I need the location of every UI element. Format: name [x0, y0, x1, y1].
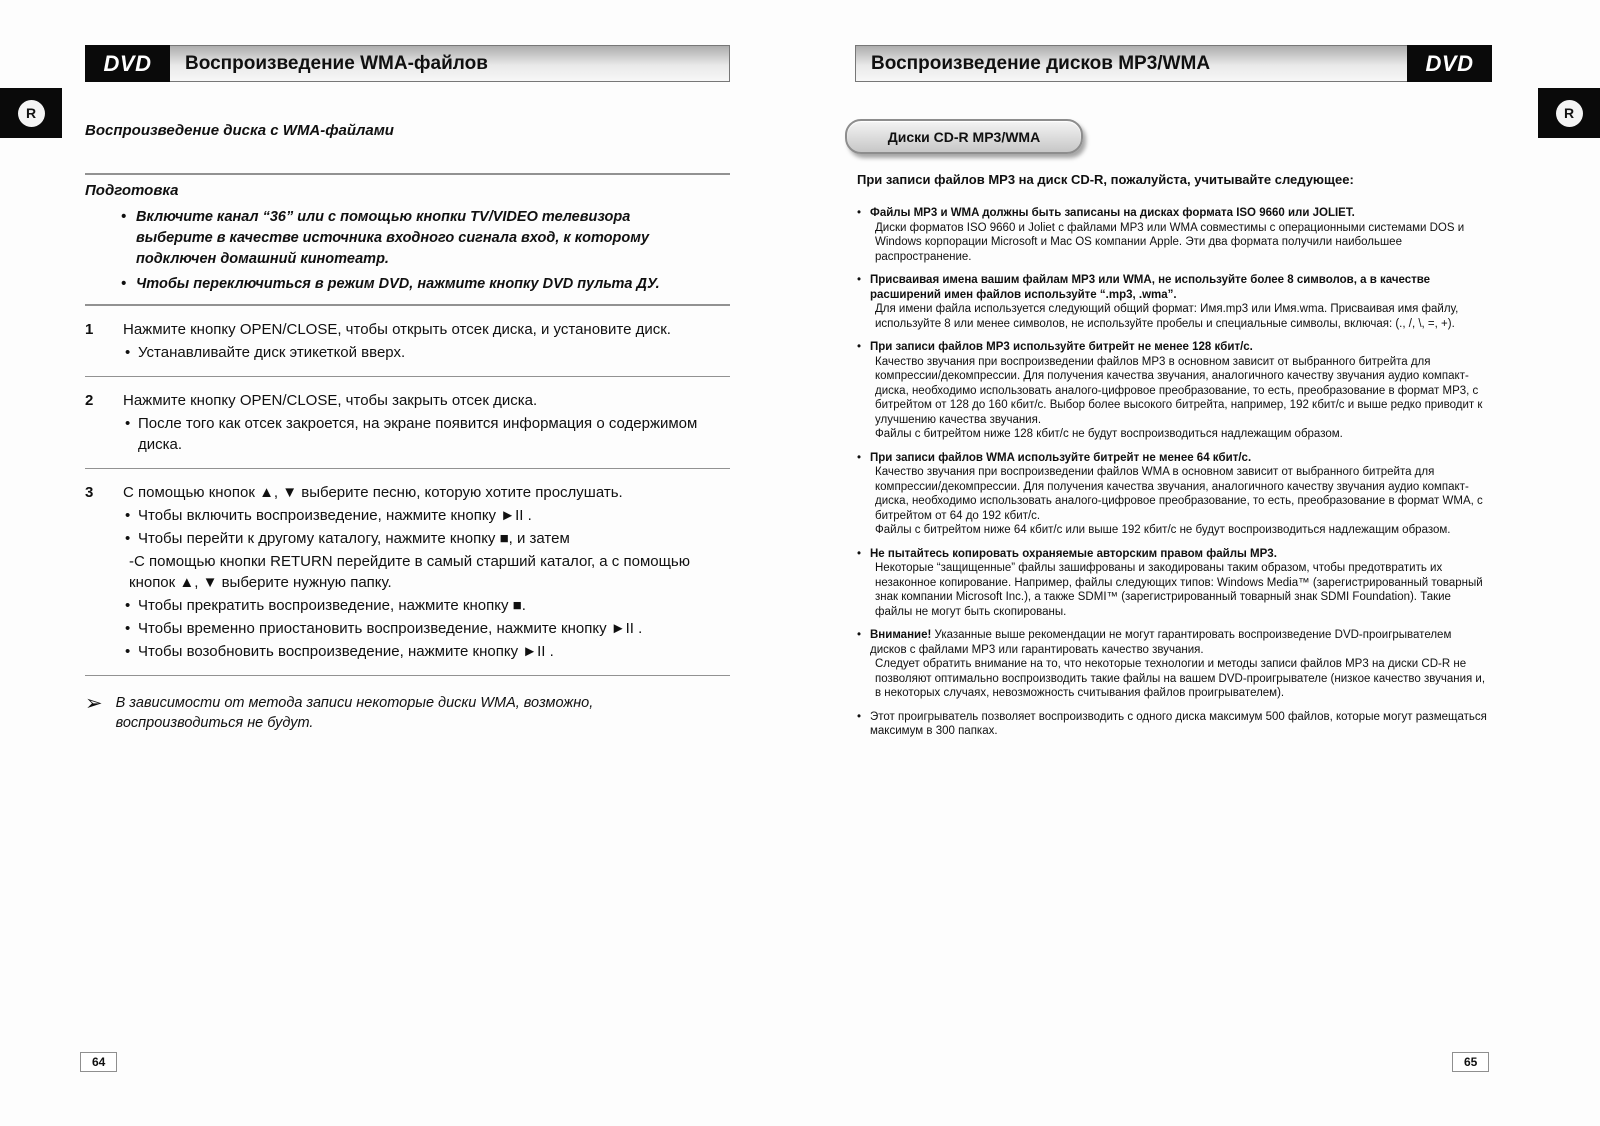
prep-list: [121, 207, 730, 295]
bullet-item: [857, 710, 1490, 739]
bullet-body: Следует обратить внимание на то, что некоторые технологии и методы записи файлов MP3 на диски CD-R не позволяют оптимально воспроизводить такие файлы на вашем DVD-проигрывателе (низкое качество звучания и, в некоторых случаях, невозможность считывания файлов проигрывателем).: [875, 658, 1486, 699]
bullet-item: [857, 628, 1490, 701]
step-body: [123, 319, 730, 363]
bullet-body: Качество звучания при воспроизведении файлов MP3 в основном зависит от выбранного битрейта для компрессии/декомпрессии. Для получения качества звучания, аналогичного качеству звучания аудио компакт-диска, необходимо использовать аналого-цифровое преобразование, то есть, преобразование в формат MP3, с битрейтом от 128 до 160 кбит/с. Выбор более высокого битрейта, например, 192 кбит/с и выше редко приводит к улучшению качества звучания.: [875, 355, 1483, 426]
right-page-title: Воспроизведение дисков MP3/WMA: [855, 45, 1407, 82]
step-body: [123, 482, 730, 662]
bullet-item: [857, 451, 1490, 538]
step-2: [85, 390, 730, 455]
region-r-icon: R: [18, 100, 45, 127]
step-sub: -С помощью кнопки RETURN перейдите в самый старший каталог, а с помощью кнопок ▲, ▼ выберите нужную папку.: [129, 553, 690, 591]
page-number-right: 65: [1452, 1052, 1489, 1072]
divider: [85, 173, 730, 175]
region-tab-right: [1538, 88, 1600, 138]
bullet-body: Диски форматов ISO 9660 и Joliet с файлами MP3 или WMA совместимы с операционными системами DOS и Windows корпорации Microsoft и Mac OS компании Apple. Эти два формата получили наибольшее распространение.: [875, 221, 1465, 263]
step-sub: • Устанавливайте диск этикеткой вверх.: [123, 342, 730, 363]
prep-title: Подготовка: [85, 182, 179, 199]
step-text: Нажмите кнопку OPEN/CLOSE, чтобы открыть отсек диска, и установите диск.: [123, 321, 671, 338]
region-r-icon: R: [1556, 100, 1583, 127]
note: [85, 693, 730, 733]
step-number: 2: [85, 392, 94, 409]
step-sub: • Чтобы возобновить воспроизведение, нажмите кнопку ►II .: [123, 641, 730, 662]
bullet-head-normal: Этот проигрыватель позволяет воспроизводить с одного диска максимум 500 файлов, которые могут размещаться максимум в 300 папках.: [870, 710, 1487, 737]
divider: [85, 376, 730, 377]
divider: [85, 468, 730, 469]
bullet-head-normal: Указанные выше рекомендации не могут гарантировать воспроизведение DVD-проигрывателем дисков с файлами MP3 или гарантировать качество звучания.: [870, 629, 1452, 656]
left-page-header: [85, 45, 730, 82]
bullet-head: [870, 451, 1490, 466]
cdr-mp3-wma-pill: Диски CD-R MP3/WMA: [845, 119, 1083, 154]
bullet-head: [870, 340, 1490, 355]
bullet-head-bold: Внимание!: [870, 629, 932, 641]
bullet-item: [857, 206, 1490, 264]
bullet-head-bold: Не пытайтесь копировать охраняемые авторским правом файлы MP3.: [870, 547, 1277, 560]
bullet-head-bold: Присваивая имена вашим файлам MP3 или WMA, не используйте более 8 символов, а в качестве расширений имен файлов используйте “.mp3, .wma”.: [870, 274, 1431, 301]
bullet-head-bold: Файлы MP3 и WMA должны быть записаны на дисках формата ISO 9660 или JOLIET.: [870, 207, 1355, 219]
note-arrow-icon: ➢: [85, 692, 103, 715]
bullet-body: Качество звучания при воспроизведении файлов WMA в основном зависит от выбранного битрейта для компрессии/декомпрессии. Для получения качества звучания, аналогичного качеству звучания аудио компакт-диска, необходимо использовать аналого-цифровое преобразование, то есть, преобразование в формат WMA, с битрейтом от 64 до 192 кбит/с.: [875, 466, 1483, 522]
bullet-head: [870, 710, 1490, 739]
left-page-content: [85, 122, 730, 733]
section-title: Воспроизведение диска с WMA-файлами: [85, 122, 394, 139]
prep-item: • Чтобы переключиться в режим DVD, нажмите кнопку DVD пульта ДУ.: [121, 274, 691, 295]
dvd-badge: DVD: [85, 45, 170, 82]
bullet-body: Файлы с битрейтом ниже 64 кбит/с или выше 192 кбит/с не будут воспроизводиться надлежащим образом.: [875, 524, 1451, 536]
bullet-body: Некоторые “защищенные” файлы зашифрованы и закодированы таким образом, чтобы предотвратить их незаконное копирование. Например, файлы следующих типов: Windows Media™ (зарегистрированный товарный знак компании Microsoft Inc.), а также SDMI™ (зарегистрированный товарный знак SDMI Foundation). Такие файлы не могут быть скопированы.: [875, 562, 1483, 618]
step-1: [85, 319, 730, 363]
intro-text: При записи файлов MP3 на диск CD-R, пожалуйста, учитывайте следующее:: [857, 172, 1354, 187]
step-sub: • Чтобы временно приостановить воспроизведение, нажмите кнопку ►II .: [123, 618, 730, 639]
step-number: 1: [85, 321, 94, 338]
bullet-body: Файлы с битрейтом ниже 128 кбит/с не будут воспроизводиться надлежащим образом.: [875, 428, 1343, 440]
bullet-head: [870, 206, 1490, 221]
bullet-body: Для имени файла используется следующий общий формат: Имя.mp3 или Имя.wma. Присваивая имя файлу, используйте 8 или менее символов, не используйте пробелы и специальные символы, включая: (., /, \, =, +).: [875, 303, 1459, 330]
region-tab-left: [0, 88, 62, 138]
step-sub: • После того как отсек закроется, на экране появится информация о содержимом диска.: [123, 413, 730, 455]
right-page-header: [855, 45, 1492, 82]
bullet-item: [857, 273, 1490, 331]
step-body: [123, 390, 730, 455]
step-text: С помощью кнопок ▲, ▼ выберите песню, которую хотите прослушать.: [123, 484, 623, 501]
page-number-left: 64: [80, 1052, 117, 1072]
step-sub: • Чтобы перейти к другому каталогу, нажмите кнопку ■, и затем: [123, 528, 730, 549]
left-page-title: Воспроизведение WMA-файлов: [170, 45, 730, 82]
dvd-badge: DVD: [1407, 45, 1492, 82]
divider: [85, 675, 730, 676]
step-sub: • Чтобы включить воспроизведение, нажмите кнопку ►II .: [123, 505, 730, 526]
bullet-head: [870, 273, 1490, 302]
bullet-head-bold: При записи файлов MP3 используйте битрейт не менее 128 кбит/с.: [870, 341, 1253, 353]
bullet-head: [870, 547, 1490, 562]
bullet-head-bold: При записи файлов WMA используйте битрейт не менее 64 кбит/с.: [870, 451, 1252, 464]
step-text: Нажмите кнопку OPEN/CLOSE, чтобы закрыть отсек диска.: [123, 392, 538, 409]
note-text: В зависимости от метода записи некоторые диски WMA, возможно, воспроизводиться не будут.: [115, 695, 594, 731]
step-sub: • Чтобы прекратить воспроизведение, нажмите кнопку ■.: [123, 595, 730, 616]
bullet-item: [857, 547, 1490, 620]
bullet-head: [870, 628, 1490, 657]
right-page-content: [857, 172, 1490, 748]
divider: [85, 304, 730, 306]
prep-item: • Включите канал “36” или с помощью кнопки TV/VIDEO телевизора выберите в качестве источника входного сигнала вход, к которому подключен домашний кинотеатр.: [121, 207, 691, 270]
step-number: 3: [85, 484, 94, 501]
step-3: [85, 482, 730, 662]
bullet-item: [857, 340, 1490, 442]
